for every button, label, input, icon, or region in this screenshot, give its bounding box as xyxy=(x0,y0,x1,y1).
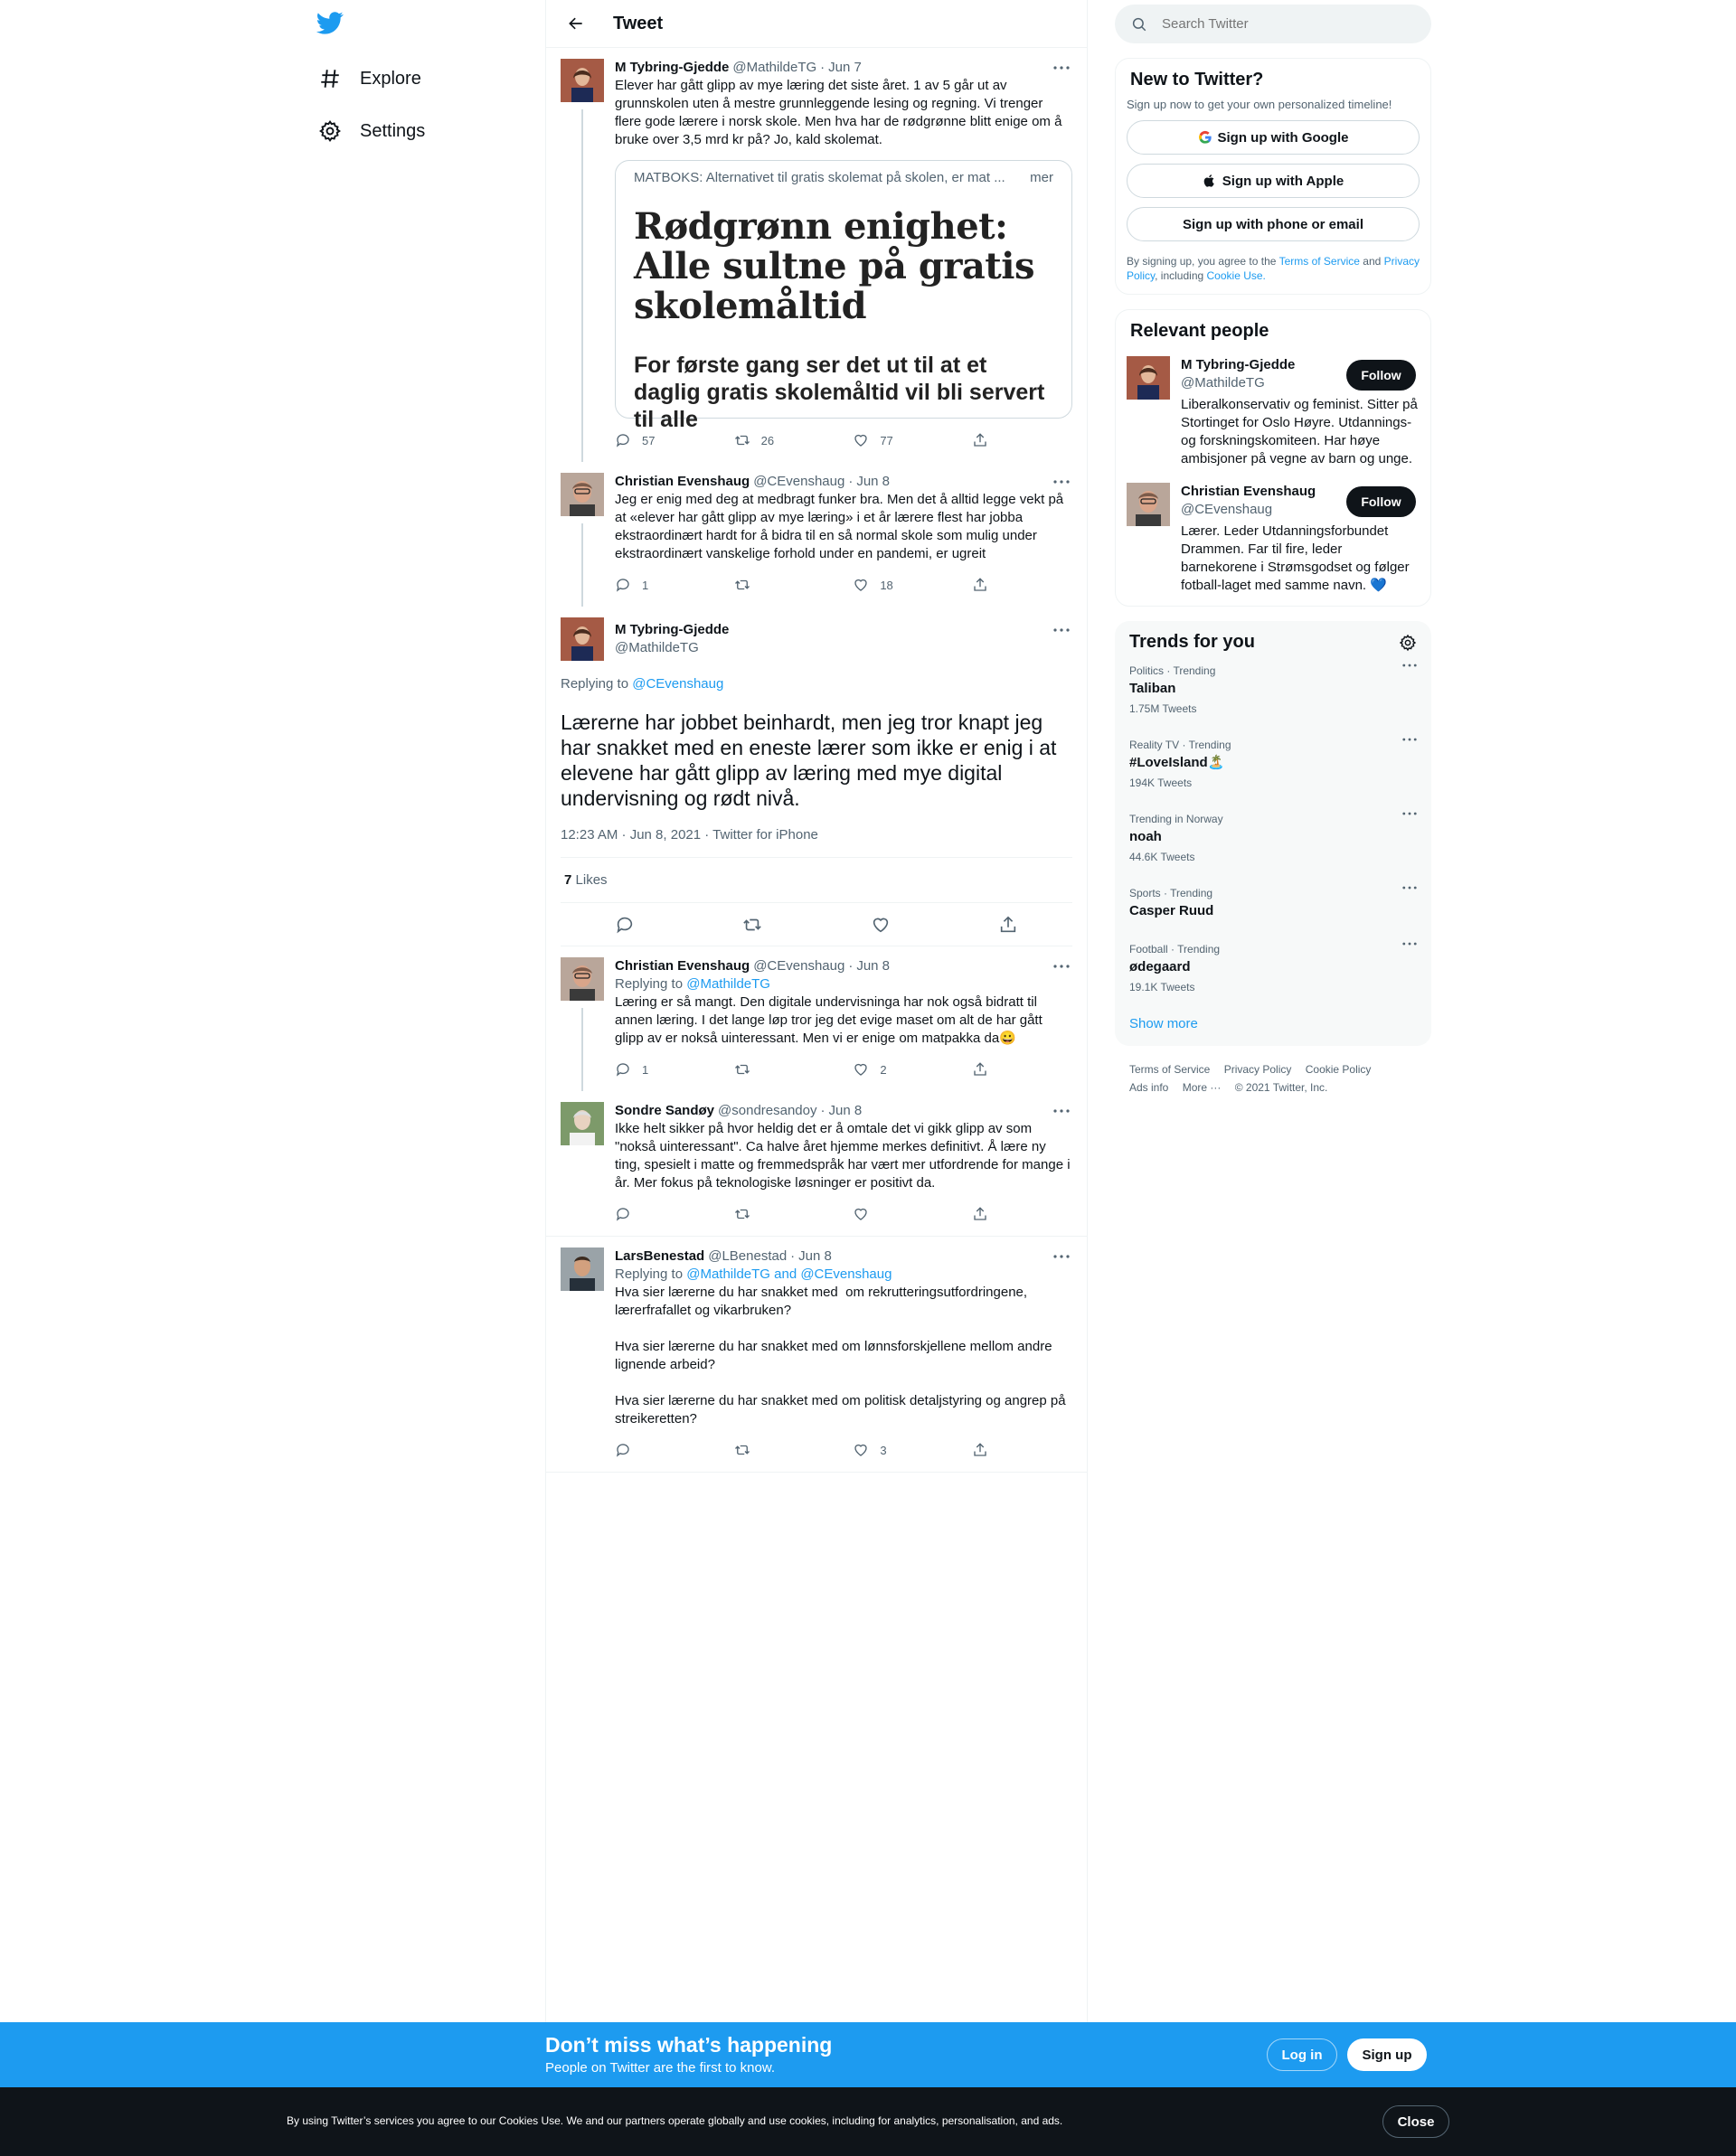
reply-icon[interactable] xyxy=(615,915,635,935)
trend-count: 44.6K Tweets xyxy=(1129,851,1195,863)
heart-icon[interactable] xyxy=(871,915,891,935)
tweet-text: Læring er så mangt. Den digitale undervisninga har nok også bidratt til annen læring. I det lange løp tror jeg det evige maset om alt de har gått glipp av er nokså uinteressant. Men vi er enige om matpakka da😀 xyxy=(615,994,1046,1046)
heart-icon xyxy=(853,1206,869,1222)
share-icon xyxy=(972,1442,988,1458)
twitter-logo-icon[interactable] xyxy=(316,9,349,42)
timestamp[interactable]: Jun 8 xyxy=(856,958,891,974)
hashtag-icon xyxy=(316,65,344,92)
page-title: Tweet xyxy=(613,13,664,33)
retweet-button[interactable] xyxy=(734,1055,797,1084)
card-headline: Rødgrønn enighet: Alle sultne på gratis skolemåltid xyxy=(634,205,1034,327)
share-button[interactable] xyxy=(972,1436,999,1464)
reply-icon xyxy=(615,1442,631,1458)
person-handle[interactable]: @MathildeTG xyxy=(1181,375,1265,391)
focal-header xyxy=(561,617,1072,661)
tweet-text: Jeg er enig med deg at medbragt funker bra. Men det å alltid legge vekt på at «elever har gått glipp av mye læring» i et år lærere flest har jobba ekstraordinært hardt for å bidra til en så normal skole som mulig under ekstraordinært vanskelige forhold under en pandemi, er ugreit xyxy=(615,492,1068,561)
trends-title: Trends for you xyxy=(1129,632,1255,652)
reply-icon xyxy=(615,432,631,448)
tweet[interactable] xyxy=(546,1091,1087,1237)
share-icon xyxy=(972,577,988,593)
handle[interactable]: @CEvenshaug xyxy=(753,474,845,489)
signup-panel xyxy=(1115,58,1431,295)
trend-context: Football · Trending xyxy=(1129,943,1221,956)
heart-icon xyxy=(853,1442,869,1458)
person-bio: Liberalkonservativ og feminist. Sitter på Stortinget for Oslo Høyre. Utdannings- og forskningskomiteen. Har høye ambisjoner på vegne av barn og unge. xyxy=(1181,397,1418,466)
replying-to-link[interactable]: @MathildeTG and @CEvenshaug xyxy=(686,1266,892,1282)
nav-explore-label: Explore xyxy=(360,68,421,89)
more-icon[interactable] xyxy=(1051,473,1072,491)
timestamp[interactable]: Jun 8 xyxy=(856,474,891,489)
main-header xyxy=(546,0,1087,48)
privacy-link[interactable]: Privacy Policy xyxy=(1127,255,1420,282)
likes-count: 7 xyxy=(564,872,572,888)
tweet-actions xyxy=(615,1436,999,1464)
replying-to xyxy=(615,975,1072,993)
person-name[interactable]: M Tybring-Gjedde xyxy=(1181,357,1296,372)
share-icon[interactable] xyxy=(998,915,1018,935)
trend-count: 1.75M Tweets xyxy=(1129,702,1197,715)
heart-icon xyxy=(853,1061,869,1078)
like-count: 77 xyxy=(880,433,893,447)
handle[interactable]: @MathildeTG xyxy=(732,60,817,75)
tweet-text: Ikke helt sikker på hvor heldig det er å omtale det vi gikk glipp av som "nokså uinteressant". Ca halve året hjemme merkes definitivt. Å lære ny ting, spesielt i matte og fremmedspråk har vært mer utfordrende for mange i år. Mer fokus på teknologiske løsninger er positivt da. xyxy=(615,1121,1074,1191)
trend-item[interactable] xyxy=(1115,653,1431,727)
reply-icon xyxy=(615,1061,631,1078)
signup-button[interactable]: Sign up xyxy=(1347,2038,1427,2071)
arrow-left-icon xyxy=(567,14,585,33)
thread-line xyxy=(581,523,583,607)
tweet-header xyxy=(615,1247,1072,1266)
share-button[interactable] xyxy=(972,1055,999,1084)
trend-name: #LoveIsland🏝️ xyxy=(1129,755,1225,770)
signup-title: New to Twitter? xyxy=(1130,70,1264,89)
handle[interactable]: @sondresandoy xyxy=(718,1103,817,1118)
avatar[interactable] xyxy=(561,617,604,661)
more-icon[interactable] xyxy=(1402,664,1417,667)
focal-meta[interactable]: 12:23 AM · Jun 8, 2021 · Twitter for iPhone xyxy=(561,827,1072,858)
avatar[interactable] xyxy=(561,59,604,102)
trend-name: Taliban xyxy=(1129,681,1176,696)
trend-count: 194K Tweets xyxy=(1129,777,1193,789)
heart-icon xyxy=(853,432,869,448)
share-icon xyxy=(972,1061,988,1078)
cookie-banner xyxy=(0,2087,1736,2156)
card-lead: For første gang ser det ut til at et daglig gratis skolemåltid vil bli servert til alle xyxy=(634,353,1045,432)
tweet[interactable] xyxy=(546,462,1087,607)
replying-to-label: Replying to xyxy=(615,976,684,992)
footer-link[interactable]: Privacy Policy xyxy=(1223,1063,1292,1076)
person-handle[interactable]: @CEvenshaug xyxy=(1181,502,1273,517)
reply-button[interactable] xyxy=(615,1055,678,1084)
display-name[interactable]: Christian Evenshaug xyxy=(615,474,750,489)
retweet-icon xyxy=(734,1061,750,1078)
like-count: 3 xyxy=(880,1443,887,1457)
trends-header xyxy=(1115,632,1431,653)
footer-link[interactable]: Ads info xyxy=(1129,1081,1169,1094)
person-card[interactable] xyxy=(1127,483,1420,595)
reply-icon xyxy=(615,1206,631,1222)
retweet-icon xyxy=(734,1206,750,1222)
signup-legal xyxy=(1127,254,1420,283)
share-icon xyxy=(972,432,988,448)
terms-link[interactable]: Terms of Service xyxy=(1278,255,1360,268)
focal-actions xyxy=(561,903,1072,946)
more-icon[interactable] xyxy=(1402,942,1417,946)
link-card[interactable] xyxy=(615,160,1072,432)
signup-apple-button[interactable] xyxy=(1127,164,1420,198)
replying-to-label: Replying to xyxy=(615,1266,684,1282)
google-icon xyxy=(1198,130,1212,145)
more-icon[interactable] xyxy=(1051,59,1072,77)
back-button[interactable] xyxy=(561,8,591,39)
share-button[interactable] xyxy=(972,1200,999,1229)
main-column xyxy=(545,0,1088,2025)
replying-to-label: Replying to xyxy=(561,676,629,692)
promo-title: Don’t miss what’s happening xyxy=(545,2033,833,2057)
card-caption-text: MATBOKS: Alternativet til gratis skolemat på skolen, er mat ... xyxy=(634,170,1005,185)
handle[interactable]: @LBenestad xyxy=(708,1248,788,1264)
tweet-body xyxy=(615,59,1072,462)
copyright: © 2021 Twitter, Inc. xyxy=(1234,1081,1328,1094)
replying-to xyxy=(615,1266,1072,1284)
more-icon[interactable] xyxy=(1402,812,1417,815)
footer-links xyxy=(1115,1046,1431,1111)
signup-promo-bar xyxy=(0,2022,1736,2087)
follow-button[interactable]: Follow xyxy=(1346,486,1416,517)
retweet-button[interactable] xyxy=(734,1436,797,1464)
card-caption xyxy=(616,161,1071,185)
trend-item[interactable] xyxy=(1115,727,1431,801)
search-icon xyxy=(1131,16,1147,33)
share-icon xyxy=(972,1206,988,1222)
show-more-link[interactable]: Show more xyxy=(1129,1016,1198,1031)
trend-context: Sports · Trending xyxy=(1129,887,1213,899)
trend-item[interactable] xyxy=(1115,875,1431,931)
tweet-actions xyxy=(615,1200,999,1229)
tweet-header xyxy=(615,59,1072,77)
person-card[interactable] xyxy=(1127,356,1420,468)
tweet-body xyxy=(615,1102,1072,1236)
reply-button[interactable] xyxy=(615,570,678,599)
tweet-text: Elever har gått glipp av mye læring det siste året. 1 av 5 går ut av grunnskolen uten å mestre grunnleggende lesing og regning. Vi trenger flere gode lærere i norsk skole. Men hva har de rødgrønne blitt enige om å bruke over 3,5 mrd kr på? Jo, kald skolemat. xyxy=(615,78,1066,147)
like-button[interactable] xyxy=(853,570,916,599)
thread-line xyxy=(581,1008,583,1091)
more-icon[interactable] xyxy=(1051,621,1072,639)
display-name[interactable]: Christian Evenshaug xyxy=(615,958,750,974)
separator-dot: · xyxy=(820,1103,826,1118)
trend-count: 19.1K Tweets xyxy=(1129,981,1195,993)
legal-text: By signing up, you agree to the xyxy=(1127,255,1277,268)
like-button[interactable] xyxy=(853,1200,916,1229)
tweet-actions xyxy=(615,1055,999,1084)
handle[interactable]: @CEvenshaug xyxy=(753,958,845,974)
tweet[interactable] xyxy=(546,946,1087,1091)
promo-subtitle: People on Twitter are the first to know. xyxy=(545,2060,776,2076)
replying-to-link[interactable]: @MathildeTG xyxy=(686,976,770,992)
likes-stat[interactable] xyxy=(561,858,1072,903)
tweet-body xyxy=(615,1247,1072,1472)
trend-context: Reality TV · Trending xyxy=(1129,739,1231,751)
display-name[interactable]: M Tybring-Gjedde xyxy=(615,622,730,637)
relevant-people-title: Relevant people xyxy=(1130,321,1269,341)
retweet-icon xyxy=(734,432,750,448)
focal-names xyxy=(615,621,732,657)
avatar[interactable] xyxy=(561,1102,604,1145)
reply-button[interactable] xyxy=(615,1200,678,1229)
trend-name: noah xyxy=(1129,829,1162,844)
like-count: 2 xyxy=(880,1062,887,1077)
retweet-button[interactable] xyxy=(734,570,797,599)
signup-google-button[interactable] xyxy=(1127,120,1420,155)
thread-line xyxy=(581,109,583,462)
more-icon[interactable] xyxy=(1402,886,1417,890)
gear-icon[interactable] xyxy=(1399,634,1417,652)
signup-google-label: Sign up with Google xyxy=(1217,129,1349,146)
nav-explore[interactable] xyxy=(316,56,432,101)
trend-context: Trending in Norway xyxy=(1129,813,1223,825)
reply-count: 1 xyxy=(642,1062,649,1077)
cookie-link[interactable]: Cookie Use. xyxy=(1206,269,1266,282)
avatar[interactable] xyxy=(561,1247,604,1291)
focal-tweet xyxy=(546,607,1087,946)
timestamp[interactable]: Jun 8 xyxy=(798,1248,832,1264)
nav-settings-label: Settings xyxy=(360,120,426,141)
timestamp[interactable]: Jun 7 xyxy=(828,60,862,75)
reply-count: 1 xyxy=(642,578,649,592)
tweet-text: Hva sier lærerne du har snakket med om rekrutteringsutfordringene, lærerfrafallet og vikarbruken? Hva sier lærerne du har snakket med om lønnsforskjellene mellom andre lignende arbeid? Hva sier lærerne du har snakket med om politisk detaljstyring og angrep på streikeretten? xyxy=(615,1285,1066,1426)
like-count: 18 xyxy=(880,578,893,592)
separator-dot: · xyxy=(848,474,854,489)
tweet-header xyxy=(615,957,1072,975)
relevant-people-panel xyxy=(1115,309,1431,607)
avatar[interactable] xyxy=(561,473,604,516)
tweet-body xyxy=(615,957,1072,1091)
card-more-link[interactable]: mer xyxy=(1030,170,1053,185)
trends-panel xyxy=(1115,621,1431,1046)
right-sidebar xyxy=(1115,0,1431,1111)
legal-and: and xyxy=(1363,255,1382,268)
signup-phone-button[interactable] xyxy=(1127,207,1420,241)
footer-link[interactable]: More ··· xyxy=(1182,1081,1222,1094)
tweet-actions xyxy=(615,570,999,599)
like-button[interactable] xyxy=(853,1055,916,1084)
share-button[interactable] xyxy=(972,570,999,599)
more-icon[interactable] xyxy=(1051,957,1072,975)
heart-icon xyxy=(853,577,869,593)
retweet-button[interactable] xyxy=(734,1200,797,1229)
person-bio: Lærer. Leder Utdanningsforbundet Drammen. Far til fire, leder barnekorene i Strømsgodset og følger fotball-laget med samme navn. 💙 xyxy=(1181,523,1410,593)
retweet-icon xyxy=(734,1442,750,1458)
retweet-icon xyxy=(734,577,750,593)
trend-item[interactable] xyxy=(1115,931,1431,1005)
separator-dot: · xyxy=(790,1248,796,1264)
more-icon[interactable] xyxy=(1402,738,1417,741)
replying-to xyxy=(561,675,1072,693)
display-name[interactable]: LarsBenestad xyxy=(615,1248,705,1264)
separator-dot: · xyxy=(820,60,826,75)
avatar[interactable] xyxy=(561,957,604,1001)
retweet-icon[interactable] xyxy=(742,915,762,935)
search-box[interactable] xyxy=(1115,5,1431,43)
search-input[interactable] xyxy=(1162,16,1397,32)
more-icon[interactable] xyxy=(1051,1247,1072,1266)
login-button[interactable]: Log in xyxy=(1267,2038,1337,2071)
avatar[interactable] xyxy=(1127,483,1170,526)
trend-item[interactable] xyxy=(1115,801,1431,875)
signup-apple-label: Sign up with Apple xyxy=(1222,173,1344,189)
apple-icon xyxy=(1203,174,1217,188)
reply-icon xyxy=(615,577,631,593)
cookie-text: By using Twitter’s services you agree to our Cookies Use. We and our partners operate globally and use cookies, including for analytics, personalisation, and ads. xyxy=(287,2114,1063,2127)
nav-settings[interactable] xyxy=(316,108,436,154)
tweet-body xyxy=(615,473,1072,607)
trend-name: ødegaard xyxy=(1129,959,1191,974)
display-name[interactable]: Sondre Sandøy xyxy=(615,1103,715,1118)
like-button[interactable] xyxy=(853,1436,916,1464)
handle[interactable]: @MathildeTG xyxy=(615,640,699,655)
close-button[interactable]: Close xyxy=(1382,2105,1449,2138)
timestamp[interactable]: Jun 8 xyxy=(828,1103,863,1118)
reply-count: 57 xyxy=(642,433,656,447)
trend-name: Casper Ruud xyxy=(1129,903,1214,918)
separator-dot: · xyxy=(848,958,854,974)
legal-including: , including xyxy=(1155,269,1204,282)
follow-button[interactable]: Follow xyxy=(1346,360,1416,391)
signup-subtitle: Sign up now to get your own personalized timeline! xyxy=(1127,98,1392,111)
person-name[interactable]: Christian Evenshaug xyxy=(1181,484,1316,499)
replying-to-link[interactable]: @CEvenshaug xyxy=(632,676,724,692)
likes-label: Likes xyxy=(575,872,608,888)
focal-tweet-text: Lærerne har jobbet beinhardt, men jeg tror knapt jeg har snakket med en eneste lærer som ikke er enig i at elevene har gått glipp av læring med mye digital undervisning og rødt nivå. xyxy=(561,711,1057,810)
tweet[interactable] xyxy=(546,48,1087,462)
retweet-count: 26 xyxy=(760,433,775,447)
tweet-header xyxy=(615,473,1072,491)
signup-phone-label: Sign up with phone or email xyxy=(1182,216,1363,232)
tweet-header xyxy=(615,1102,1072,1120)
footer-link[interactable]: Cookie Policy xyxy=(1305,1063,1372,1076)
gear-icon xyxy=(316,118,344,145)
more-icon[interactable] xyxy=(1051,1102,1072,1120)
avatar[interactable] xyxy=(1127,356,1170,400)
reply-button[interactable] xyxy=(615,1436,678,1464)
trend-context: Politics · Trending xyxy=(1129,664,1216,677)
footer-link[interactable]: Terms of Service xyxy=(1129,1063,1211,1076)
tweet[interactable] xyxy=(546,1237,1087,1473)
display-name[interactable]: M Tybring-Gjedde xyxy=(615,60,730,75)
